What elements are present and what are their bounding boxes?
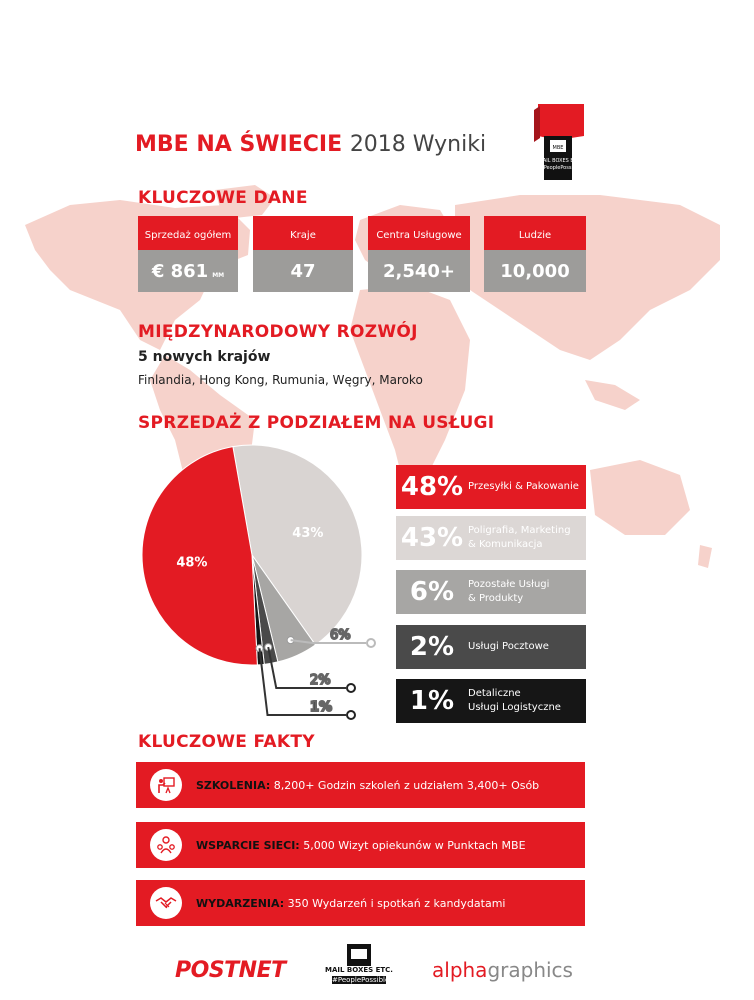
legend-label-line: Przesyłki & Pakowanie [468, 481, 579, 492]
legend-label-line: Pozostałe Usługi [468, 579, 550, 590]
fact-value: 350 Wydarzeń i spotkań z kandydatami [287, 896, 506, 910]
training-icon [150, 769, 182, 801]
mbe-footer-name: MAIL BOXES ETC. [325, 966, 393, 974]
legend-pct: 43% [400, 523, 464, 553]
new-countries-list: Finlandia, Hong Kong, Rumunia, Węgry, Maroko [138, 373, 423, 387]
title-main: MBE NA ŚWIECIE [135, 132, 343, 157]
pie-label-43: 43% [292, 525, 324, 541]
network-icon [150, 829, 182, 861]
fact-text [196, 897, 505, 910]
fact-value: 8,200+ Godzin szkoleń z udziałem 3,400+ Osób [273, 778, 540, 792]
pie-leader-end-6 [367, 639, 375, 647]
legend-item [396, 516, 586, 560]
svg-text:MBE: MBE [552, 145, 564, 151]
new-countries-count: 5 nowych krajów [138, 349, 271, 365]
fact-events [136, 880, 585, 926]
sales-heading: SPRZEDAŻ Z PODZIAŁEM NA USŁUGI [138, 413, 495, 433]
mbe-logo-tag: #PeoplePossible [539, 165, 581, 171]
legend-label-line: & Produkty [468, 593, 524, 604]
stat-value-unit: MM [212, 271, 225, 279]
international-heading: MIĘDZYNARODOWY ROZWÓJ [138, 322, 418, 342]
pie-outside-label-2: 2% [310, 673, 331, 688]
legend-label-line: Usługi Logistyczne [468, 702, 561, 713]
fact-training [136, 762, 585, 808]
legend-item [396, 625, 586, 669]
legend-item [396, 465, 586, 509]
stat-label: Kraje [253, 216, 353, 254]
handshake-icon [150, 887, 182, 919]
pie-outside-label-1: 1% [310, 700, 333, 715]
alphagraphics-alpha: alpha [432, 958, 488, 982]
legend-label [468, 480, 586, 494]
fact-value: 5,000 Wizyt opiekunów w Punktach MBE [303, 838, 526, 852]
pie-leader-end-2 [347, 684, 355, 692]
mbe-logo-footer [322, 944, 396, 984]
fact-key: SZKOLENIA: [196, 778, 271, 792]
legend-label-line: & Komunikacja [468, 539, 543, 550]
stat-value: 10,000 [484, 250, 586, 292]
mbe-footer-tag: #PeoplePossible [332, 976, 390, 984]
legend-pct: 6% [409, 577, 455, 607]
key-data-heading: KLUCZOWE DANE [138, 188, 308, 208]
fact-network-support [136, 822, 585, 868]
legend-pct: 2% [409, 632, 455, 662]
legend-pct: 1% [409, 686, 455, 716]
mbe-logo-name: MAIL BOXES ETC. [538, 158, 582, 164]
legend-label-line: Usługi Pocztowe [468, 641, 549, 652]
legend-pct: 48% [400, 472, 464, 502]
alphagraphics-graphics: graphics [487, 958, 573, 982]
stat-label: Ludzie [484, 216, 586, 254]
legend-label-line: Poligrafia, Marketing [468, 525, 571, 536]
pie-leader-end-1 [347, 711, 355, 719]
legend-item [396, 679, 586, 723]
postnet-logo: POSTNET [175, 958, 286, 983]
stat-value-number: € 861 [151, 260, 209, 282]
facts-heading: KLUCZOWE FAKTY [138, 732, 315, 752]
legend-label [468, 687, 586, 715]
alphagraphics-logo [432, 958, 573, 982]
pie-outside-label-6: 6% [330, 628, 351, 643]
legend-item [396, 570, 586, 614]
fact-text [196, 779, 539, 792]
legend-label [468, 578, 586, 606]
stat-value: 2,540+ [368, 250, 470, 292]
fact-key: WSPARCIE SIECI: [196, 838, 300, 852]
legend-label-line: Detaliczne [468, 688, 521, 699]
title-year: 2018 Wyniki [349, 132, 487, 157]
pie-label-48: 48% [176, 555, 208, 571]
fact-text [196, 839, 526, 852]
legend-label [468, 640, 586, 654]
stat-label: Sprzedaż ogółem [138, 216, 238, 254]
fact-key: WYDARZENIA: [196, 896, 285, 910]
stat-label: Centra Usługowe [368, 216, 470, 254]
legend-label [468, 524, 586, 552]
stat-value: 47 [253, 250, 353, 292]
mbe-footer-mark [347, 944, 371, 966]
